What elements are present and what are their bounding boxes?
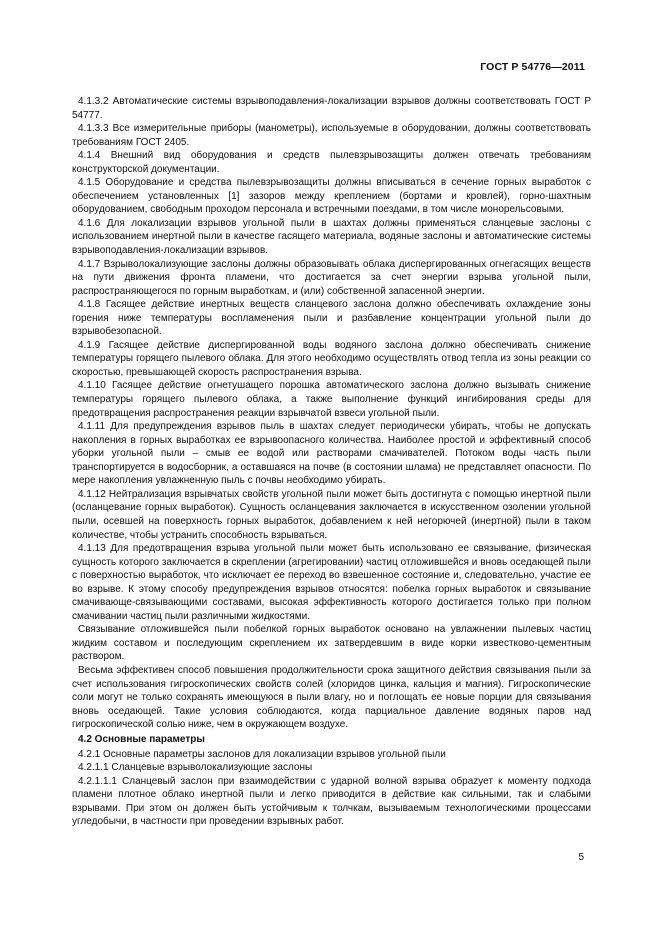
page-number: 5 (578, 852, 584, 863)
paragraph: 4.2.1 Основные параметры заслонов для локализации взрывов угольной пыли (78, 748, 446, 760)
paragraph: 4.1.4 Внешний вид оборудования и средств пылевзрывозащиты должен отвечать требованиям конструкторской документации. (72, 150, 591, 175)
paragraph: 4.1.8 Гасящее действие инертных веществ сланцевого заслона должно обеспечивать охлаждение зоны горения ниже температуры воспламенения пыли и разбавление концентрации угольной пыли до взрывобезопасной. (72, 299, 591, 338)
paragraph: 4.1.3.2 Автоматические системы взрывоподавления-локализации взрывов должны соответствовать ГОСТ Р 54777. (72, 96, 591, 121)
document-header: ГОСТ Р 54776—2011 (480, 61, 585, 73)
paragraph: 4.1.3.3 Все измерительные приборы (манометры), используемые в оборудовании, должны соответствовать требованиям ГОСТ 2405. (72, 123, 591, 148)
paragraph: Связывание отложившейся пыли побелкой горных выработок основано на увлажнении пылевых частиц жидким составом и последующим скреплением их затвердевшим в виде корки известково-цементным раствором. (72, 624, 591, 663)
paragraph: 4.2.1.1 Сланцевые взрыволокализующие заслоны (78, 762, 313, 774)
paragraph: 4.1.11 Для предупреждения взрывов пыль в шахтах следует периодически убирать, чтобы не допускать накопления в горных выработках ее взрывоопасного количества. Наиболее простой и эффективный способ уборки угольной пыли – смыв ее водой или растворами смачивателей. Потоком воды часть пыли транспортируется в водосборник, а оставшаяся на почве (в состоянии шлама) не представляет опасности. По мере накопления увлажненную пыль с почвы необходимо убирать. (72, 421, 591, 487)
paragraph: 4.1.5 Оборудование и средства пылевзрывозащиты должны вписываться в сечение горных выработок с обеспечением установленных [1] зазоров между креплением (бортами и кровлей), горно-шахтным оборудованием, свободным проходом персонала и встречными поездами, в том числе монорельсовыми. (72, 177, 591, 216)
section-heading: 4.2 Основные параметры (78, 733, 205, 745)
paragraph: Весьма эффективен способ повышения продолжительности срока защитного действия связывания пыли за счет использования гигроскопических свойств солей (хлоридов цинка, кальция и магния). Гигроскопические соли могут не только сохранять имеющуюся в пыли влагу, но и поглощать ее новые порции для связывания вновь оседающей. Такие условия соблюдаются, когда парциальное давление водяных паров над гигроскопической солью ниже, чем в окружающем воздухе. (72, 664, 591, 731)
paragraph: 4.1.6 Для локализации взрывов угольной пыли в шахтах должны применяться сланцевые заслоны с использованием инертной пыли в качестве гасящего материала, водяные заслоны и автоматические системы взрывоподавления-локализации взрывов. (72, 217, 591, 257)
paragraph: 4.2.1.1.1 Сланцевый заслон при взаимодействии с ударной волной взрыва обрazует к моменту подхода пламени плотное облако инертной пыли и легко приводится в действие как сильными, так и слабыми взрывами. При этом он должен быть устойчивым к толчкам, вызываемым технологическими процессами угледобычи, в частности при проведении взрывных работ. (72, 775, 591, 828)
paragraph: 4.1.9 Гасящее действие диспергированной воды водяного заслона должно обеспечивать снижение температуры горящего пылевого облака. Для этого необходимо осуществлять отвод тепла из зоны реакции со скоростью, превышающей скорость распространения взрыва. (72, 339, 591, 378)
document-body (72, 95, 591, 829)
paragraph: 4.1.13 Для предотвращения взрыва угольной пыли может быть использовано ее связывание, физическая сущность которого заключается в скреплении (агрегировании) частиц отложившейся и вновь оседающей пыли с поверхностью выработок, что исключает ее переход во взвешенное состояние и, следовательно, участие ее во взрыве. К этому способу предупреждения взрывов относятся: побелка горных выработок и связывание смачивающе-связывающими составами, высокая эффективность которого достигается только при полном смачивании частиц пыли различными жидкостями. (72, 543, 591, 622)
paragraph: 4.1.10 Гасящее действие огнетушащего порошка автоматического заслона должно вызывать снижение температуры горящего пылевого облака, а также выполнение функций ингибирования среды для предотвращения распространения реакции взрывчатой взвеси угольной пыли. (72, 380, 591, 419)
paragraph: 4.1.12 Нейтрализация взрывчатых свойств угольной пыли может быть достигнута с помощью инертной пыли (осланцевание горных выработок). Сущность осланцевания заключается в искусственном озолении угольной пыли, осевшей на поверхность горных выработок, добавлением к ней негорючей (инертной) пыли в таком количестве, чтобы устранить способность взрываться. (72, 488, 591, 541)
paragraph: 4.1.7 Взрыволокализующие заслоны должны образовывать облака диспергированных огнегасящих веществ на пути движения фронта пламени, что достигается за счет энергии взрыва угольной пыли, распространяющегося по горным выработкам, и (или) собственной запасенной энергии. (72, 258, 591, 297)
